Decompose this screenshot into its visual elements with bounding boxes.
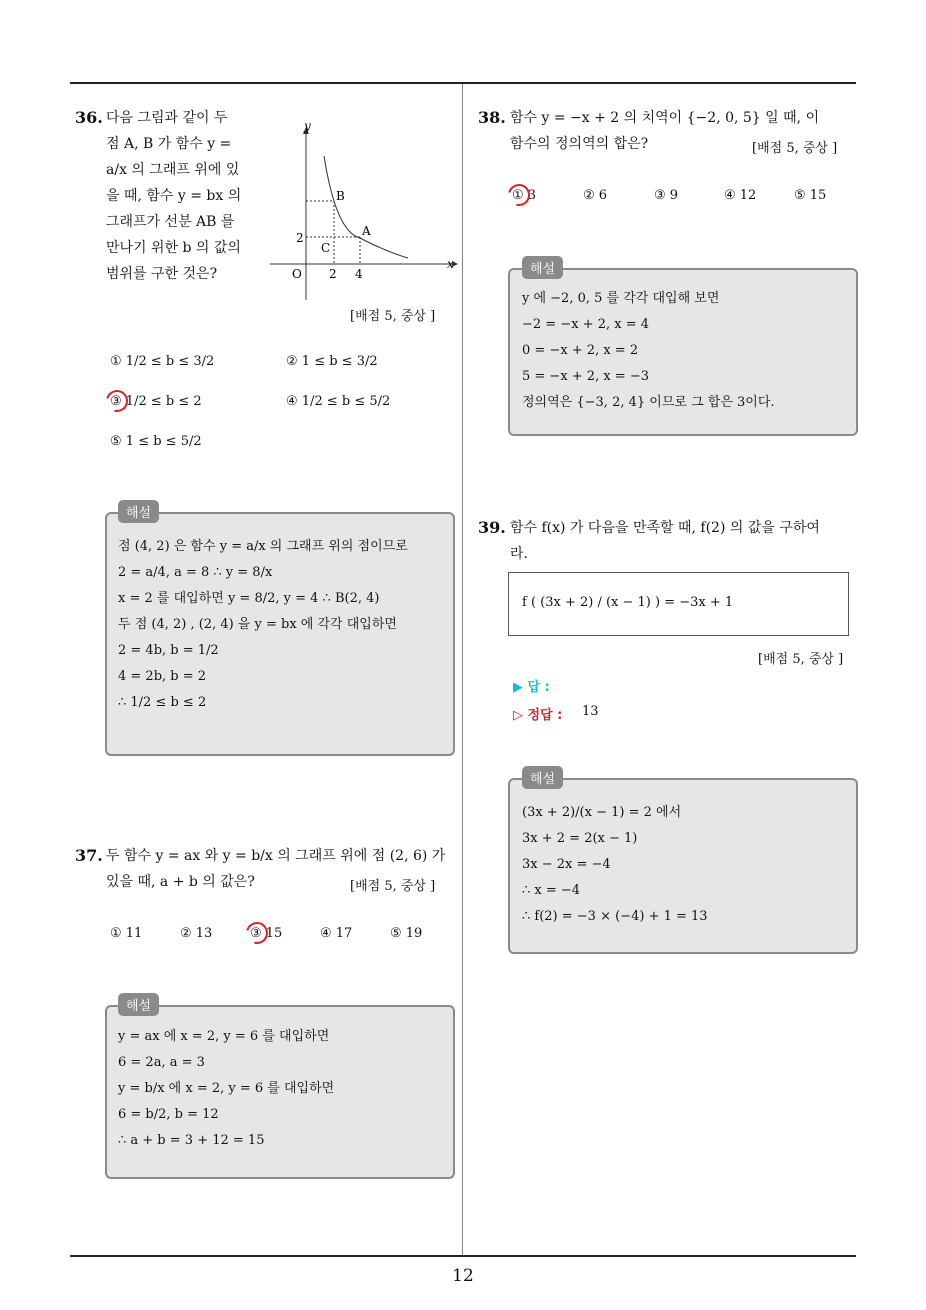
solution-line: 6 = 2a, a = 3 <box>118 1055 205 1070</box>
q36-choice-5[interactable]: ⑤ 1 ≤ b ≤ 5/2 <box>110 434 202 449</box>
q39-correct-value: 13 <box>582 704 599 719</box>
q39-correct-label: ▷ 정답 : <box>513 708 563 723</box>
q36-number: 36. <box>75 108 103 127</box>
solution-line: 점 (4, 2) 은 함수 y = a/x 의 그래프 위의 점이므로 <box>118 539 408 554</box>
solution-line: y = ax 에 x = 2, y = 6 를 대입하면 <box>118 1029 330 1044</box>
q36-graph <box>262 112 462 307</box>
graph-point-c: C <box>321 241 331 255</box>
solution-line: 0 = −x + 2, x = 2 <box>522 343 639 358</box>
q39-line: 함수 f(x) 가 다음을 만족할 때, f(2) 의 값을 구하여 <box>510 520 820 536</box>
column-divider <box>462 84 463 1256</box>
q36-solution <box>118 534 408 716</box>
solution-line: 2 = a/4, a = 8 ∴ y = 8/x <box>118 565 273 580</box>
q36-line: a/x 의 그래프 위에 있 <box>106 162 240 178</box>
page-number: 12 <box>452 1266 474 1286</box>
graph-y-label: y <box>304 119 311 133</box>
solution-line: ∴ a + b = 3 + 12 = 15 <box>118 1133 265 1148</box>
graph-x-tick: 2 <box>329 267 337 281</box>
q38-choice-1[interactable]: ① 3 <box>512 188 537 203</box>
solution-line: x = 2 를 대입하면 y = 8/2, y = 4 ∴ B(2, 4) <box>118 591 380 606</box>
q38-choice-3[interactable]: ③ 9 <box>654 188 679 203</box>
solution-line: 3x − 2x = −4 <box>522 857 611 872</box>
graph-y-tick: 2 <box>296 231 304 245</box>
q38-choice-2[interactable]: ② 6 <box>583 188 608 203</box>
top-rule <box>70 82 856 84</box>
graph-origin: O <box>292 267 302 281</box>
graph-x-tick: 4 <box>355 267 363 281</box>
q37-solution-tag: 해설 <box>118 993 159 1016</box>
q37-choice-3[interactable]: ③ 15 <box>250 926 283 941</box>
q36-line: 다음 그림과 같이 두 <box>106 110 228 126</box>
graph-point-a: A <box>362 224 371 238</box>
solution-line: ∴ x = −4 <box>522 883 581 898</box>
q38-line: 함수의 정의역의 합은? <box>510 136 649 152</box>
solution-line: 2 = 4b, b = 1/2 <box>118 643 219 658</box>
q38-meta: [배점 5, 중상 ] <box>752 141 838 156</box>
q39-stem <box>510 515 820 567</box>
q38-solution <box>522 286 775 416</box>
q37-line: 있을 때, a + b 의 값은? <box>106 874 255 890</box>
q39-formula: f ( (3x + 2) / (x − 1) ) = −3x + 1 <box>522 595 734 610</box>
solution-line: ∴ f(2) = −3 × (−4) + 1 = 13 <box>522 909 708 924</box>
q37-choice-2[interactable]: ② 13 <box>180 926 213 941</box>
q37-number: 37. <box>75 846 103 865</box>
q39-meta: [배점 5, 중상 ] <box>758 652 844 667</box>
solution-line: 정의역은 {−3, 2, 4} 이므로 그 합은 3이다. <box>522 395 775 410</box>
q36-solution-tag: 해설 <box>118 500 159 523</box>
solution-line: y = b/x 에 x = 2, y = 6 를 대입하면 <box>118 1081 335 1096</box>
q37-selected-mark <box>242 918 272 948</box>
q37-choice-4[interactable]: ④ 17 <box>320 926 353 941</box>
q36-line: 그래프가 선분 AB 를 <box>106 214 235 230</box>
q36-line: 만나기 위한 b 의 값의 <box>106 240 241 256</box>
q36-choice-3[interactable]: ③ 1/2 ≤ b ≤ 2 <box>110 394 202 409</box>
q39-solution <box>522 800 708 930</box>
q38-number: 38. <box>478 108 506 127</box>
solution-line: 6 = b/2, b = 12 <box>118 1107 219 1122</box>
q39-line: 라. <box>510 546 528 562</box>
q39-number: 39. <box>478 518 506 537</box>
solution-line: 두 점 (4, 2) , (2, 4) 을 y = bx 에 각각 대입하면 <box>118 617 397 632</box>
solution-line: 4 = 2b, b = 2 <box>118 669 207 684</box>
graph-x-label: x <box>447 257 454 271</box>
q36-choice-4[interactable]: ④ 1/2 ≤ b ≤ 5/2 <box>286 394 391 409</box>
q36-choice-1[interactable]: ① 1/2 ≤ b ≤ 3/2 <box>110 354 215 369</box>
q36-line: 을 때, 함수 y = bx 의 <box>106 188 242 204</box>
q38-choice-5[interactable]: ⑤ 15 <box>794 188 827 203</box>
solution-line: (3x + 2)/(x − 1) = 2 에서 <box>522 805 682 820</box>
q38-selected-mark <box>504 180 537 210</box>
solution-line: −2 = −x + 2, x = 4 <box>522 317 649 332</box>
q39-answer-input[interactable] <box>580 676 700 694</box>
q36-meta: [배점 5, 중상 ] <box>350 309 436 324</box>
q37-choice-1[interactable]: ① 11 <box>110 926 143 941</box>
q39-solution-tag: 해설 <box>522 766 563 789</box>
q36-selected-mark <box>102 386 132 416</box>
q39-answer-label: ▶ 답 : <box>513 680 550 695</box>
graph-point-b: B <box>336 189 345 203</box>
q37-line: 두 함수 y = ax 와 y = b/x 의 그래프 위에 점 (2, 6) 가 <box>106 848 446 864</box>
q38-line: 함수 y = −x + 2 의 치역이 {−2, 0, 5} 일 때, 이 <box>510 110 820 126</box>
solution-line: 3x + 2 = 2(x − 1) <box>522 831 638 846</box>
q36-line: 범위를 구한 것은? <box>106 266 218 282</box>
q37-meta: [배점 5, 중상 ] <box>350 879 436 894</box>
solution-line: 5 = −x + 2, x = −3 <box>522 369 649 384</box>
solution-line: y 에 −2, 0, 5 를 각각 대입해 보면 <box>522 291 720 306</box>
solution-line: ∴ 1/2 ≤ b ≤ 2 <box>118 695 207 710</box>
q38-solution-tag: 해설 <box>522 256 563 279</box>
q38-choice-4[interactable]: ④ 12 <box>724 188 757 203</box>
q36-line: 점 A, B 가 함수 y = <box>106 136 232 152</box>
q37-choice-5[interactable]: ⑤ 19 <box>390 926 423 941</box>
bottom-rule <box>70 1255 856 1257</box>
q37-solution <box>118 1024 334 1154</box>
q36-choice-2[interactable]: ② 1 ≤ b ≤ 3/2 <box>286 354 378 369</box>
q36-stem <box>106 105 266 287</box>
